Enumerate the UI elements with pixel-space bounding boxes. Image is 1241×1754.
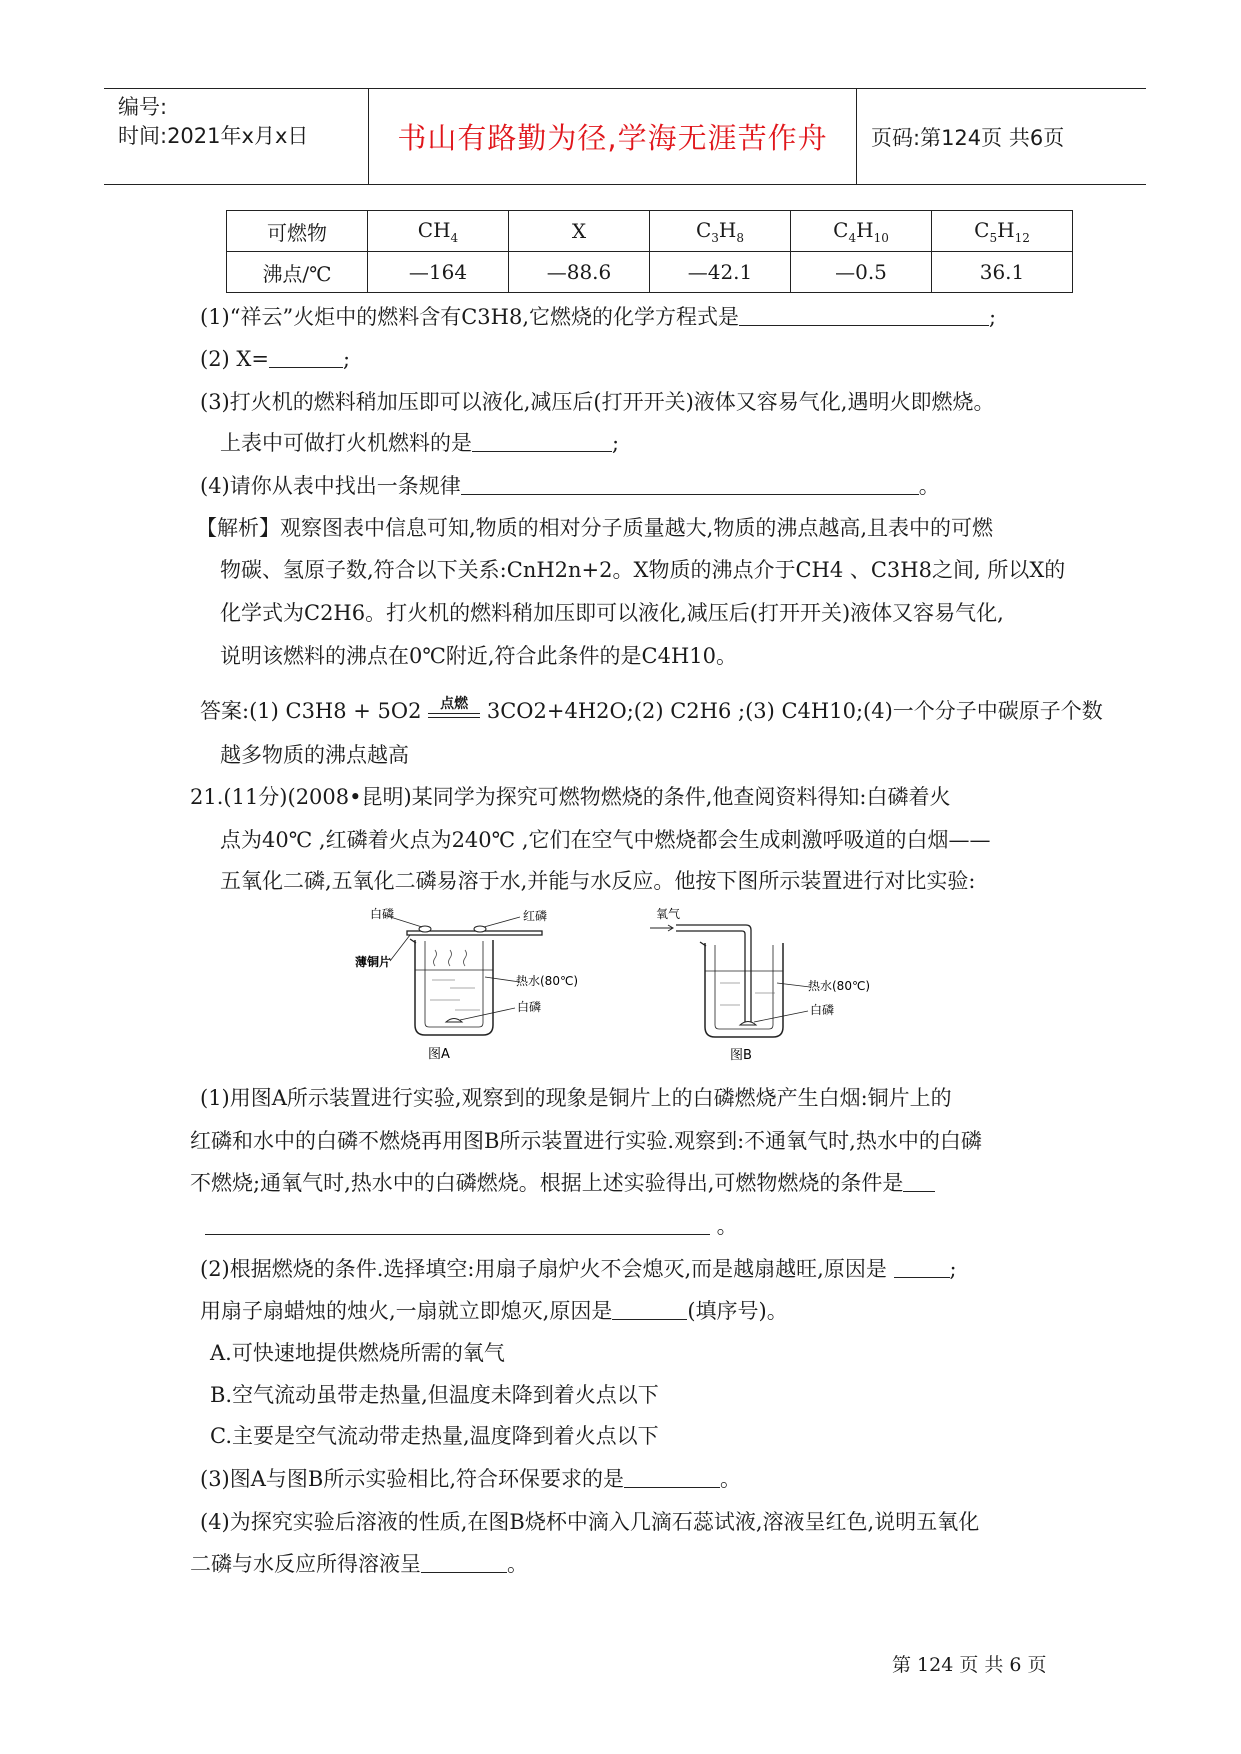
analysis-line: 物碳、氢原子数,符合以下关系:CnH2n+2。X物质的沸点介于CH4 、C3H8之间, 所以X的 [220, 558, 1066, 582]
question-text: (4)请你从表中找出一条规律 [200, 474, 461, 498]
q21-part1-blank: 。 [205, 1211, 738, 1241]
figure-caption: 图A [428, 1047, 450, 1062]
answer-line [200, 696, 1103, 726]
time-label: 时间:2021年x月x日 [118, 124, 309, 148]
question-4: (4)请你从表中找出一条规律 。 [200, 474, 940, 498]
figure-label: 白磷 [810, 1003, 835, 1017]
question-text: (3)图A与图B所示实验相比,符合环保要求的是 [200, 1467, 625, 1491]
question-1: (1)“祥云”火炬中的燃料含有C3H8,它燃烧的化学方程式是 ; [200, 305, 997, 329]
option-a: A.可快速地提供燃烧所需的氧气 [210, 1341, 505, 1365]
answer-text: 答案:(1) C3H8 + 5O2 [200, 699, 422, 723]
q21-intro: 点为40℃ ,红磷着火点为240℃ ,它们在空气中燃烧都会生成刺激呼吸道的白烟—— [220, 828, 991, 852]
q21-part1: 红磷和水中的白磷不燃烧再用图B所示装置进行实验.观察到:不通氧气时,热水中的白磷 [190, 1129, 982, 1153]
q21-part1 [190, 1168, 935, 1198]
question-text: (1)“祥云”火炬中的燃料含有C3H8,它燃烧的化学方程式是 [200, 305, 739, 329]
table-cell: $C_4H_{10}$ [791, 211, 932, 252]
answer-blank[interactable] [472, 429, 612, 452]
table-cell: $C_5H_{12}$ [932, 211, 1073, 252]
analysis-line: 化学式为C2H6。打火机的燃料稍加压即可以液化,减压后(打开开关)液体又容易气化, [220, 601, 1004, 625]
answer-blank[interactable] [461, 472, 919, 495]
question-text: (填序号)。 [687, 1299, 788, 1323]
q21-part4: (4)为探究实验后溶液的性质,在图B烧杯中滴入几滴石蕊试液,溶液呈红色,说明五氧化 [200, 1510, 980, 1534]
table-cell: —88.6 [509, 252, 650, 293]
q21-part2: (2)根据燃烧的条件.选择填空:用扇子扇炉火不会熄灭,而是越扇越旺,原因是 ; [200, 1257, 957, 1281]
question-text: 上表中可做打火机燃料的是 [220, 431, 472, 455]
q21-part1: (1)用图A所示装置进行实验,观察到的现象是铜片上的白磷燃烧产生白烟:铜片上的 [200, 1086, 952, 1110]
reaction-condition: 点燃 [428, 707, 480, 718]
figure-a [355, 906, 578, 1062]
table-cell: $C_3H_8$ [650, 211, 791, 252]
answer-blank[interactable] [739, 303, 989, 326]
figure-label: 热水(80℃) [808, 979, 871, 993]
figure-label: 白磷 [517, 1000, 542, 1014]
question-text: (2) X= [200, 347, 269, 371]
q21-intro: 五氧化二磷,五氧化二磷易溶于水,并能与水反应。他按下图所示装置进行对比实验: [220, 869, 976, 893]
question-text: (2)根据燃烧的条件.选择填空:用扇子扇炉火不会熄灭,而是越扇越旺,原因是 [200, 1257, 887, 1281]
table-cell: —0.5 [791, 252, 932, 293]
answer-blank[interactable] [894, 1255, 950, 1278]
analysis-line: 说明该燃料的沸点在0℃附近,符合此条件的是C4H10。 [220, 644, 737, 668]
boiling-point-table [226, 210, 1073, 293]
table-cell: 36.1 [932, 252, 1073, 293]
question-3b: 上表中可做打火机燃料的是 ; [220, 431, 620, 455]
page-label: 页码:第124页 共6页 [871, 125, 1065, 150]
answer-blank[interactable] [612, 1297, 687, 1320]
figure-label: 红磷 [523, 909, 548, 923]
page-footer: 第 124 页 共 6 页 [892, 1654, 1047, 1676]
answer-blank[interactable] [205, 1212, 710, 1235]
answer-blank[interactable] [624, 1465, 720, 1488]
question-text: 二磷与水反应所得溶液呈 [190, 1552, 421, 1576]
figure-caption: 图B [730, 1048, 752, 1063]
figure-label: 氧气 [656, 907, 681, 921]
figure-label: 薄铜片 [355, 955, 392, 969]
answer-blank[interactable] [903, 1169, 935, 1192]
option-b: B.空气流动虽带走热量,但温度未降到着火点以下 [210, 1383, 659, 1407]
table-cell: —164 [368, 252, 509, 293]
table-cell: —42.1 [650, 252, 791, 293]
motto: 书山有路勤为径,学海无涯苦作舟 [397, 121, 828, 155]
table-cell: 可燃物 [227, 211, 368, 252]
table-cell: X [509, 211, 650, 252]
question-text: 用扇子扇蜡烛的烛火,一扇就立即熄灭,原因是 [200, 1299, 613, 1323]
experiment-figure [355, 905, 920, 1079]
q21-part3: (3)图A与图B所示实验相比,符合环保要求的是 。 [200, 1467, 742, 1491]
q21-intro: 21.(11分)(2008•昆明)某同学为探究可燃物燃烧的条件,他查阅资料得知:白磷着火 [190, 785, 951, 809]
page-header [104, 88, 1146, 185]
table-row [227, 252, 1073, 293]
question-2: (2) X= ; [200, 347, 351, 371]
answer-line: 越多物质的沸点越高 [220, 743, 409, 767]
question-text: 不燃烧;通氧气时,热水中的白磷燃烧。根据上述实验得出,可燃物燃烧的条件是 [190, 1171, 904, 1195]
answer-text: 3CO2+4H2O;(2) C2H6 ;(3) C4H10;(4)一个分子中碳原子个数 [486, 699, 1103, 723]
header-left [104, 89, 368, 184]
table-cell: 沸点/℃ [227, 252, 368, 293]
q21-part2 [200, 1296, 788, 1326]
table-row [227, 211, 1073, 252]
header-middle [368, 89, 857, 184]
analysis-line: 【解析】观察图表中信息可知,物质的相对分子质量越大,物质的沸点越高,且表中的可燃 [196, 516, 994, 540]
header-right [857, 89, 1146, 184]
answer-blank[interactable] [269, 345, 343, 368]
figure-label: 白磷 [370, 907, 395, 921]
question-3a: (3)打火机的燃料稍加压即可以液化,减压后(打开开关)液体又容易气化,遇明火即燃烧。 [200, 390, 995, 414]
table-cell: $CH_4$ [368, 211, 509, 252]
figure-label: 热水(80℃) [516, 974, 579, 988]
option-c: C.主要是空气流动带走热量,温度降到着火点以下 [210, 1424, 659, 1448]
q21-part4: 二磷与水反应所得溶液呈 。 [190, 1552, 528, 1576]
serial-label: 编号: [118, 95, 168, 119]
answer-blank[interactable] [421, 1550, 507, 1573]
figure-b [650, 906, 870, 1063]
